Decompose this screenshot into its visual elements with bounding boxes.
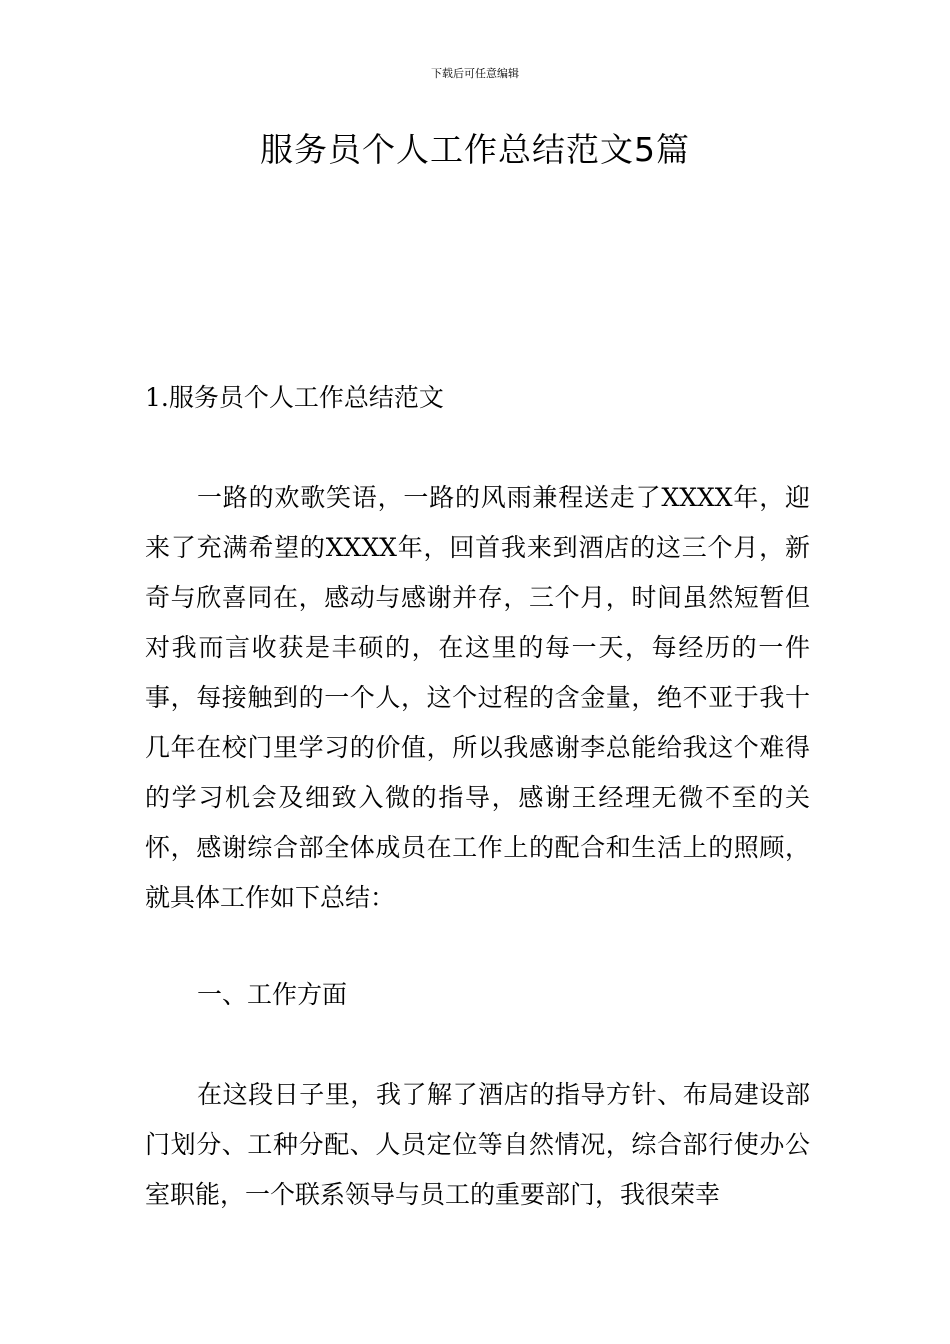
paragraph-2: 在这段日子里，我了解了酒店的指导方针、布局建设部门划分、工种分配、人员定位等自然情况，综合部行使办公室职能，一个联系领导与员工的重要部门，我很荣幸	[145, 1080, 810, 1209]
sub-heading-work: 一、工作方面	[197, 980, 348, 1009]
document-title: 服务员个人工作总结范文5篇	[260, 130, 690, 169]
section-heading: 1.服务员个人工作总结范文	[145, 383, 444, 412]
header-note: 下载后可任意编辑	[431, 67, 519, 80]
paragraph-1: 一路的欢歌笑语，一路的风雨兼程送走了XXXX年，迎来了充满希望的XXXX年，回首我来到酒店的这三个月，新奇与欣喜同在，感动与感谢并存，三个月，时间虽然短暂但对我而言收获是丰硕的，在这里的每一天，每经历的一件事，每接触到的一个人，这个过程的含金量，绝不亚于我十几年在校门里学习的价值，所以我感谢李总能给我这个难得的学习机会及细致入微的指导，感谢王经理无微不至的关怀，感谢综合部全体成员在工作上的配合和生活上的照顾，就具体工作如下总结：	[145, 483, 810, 912]
